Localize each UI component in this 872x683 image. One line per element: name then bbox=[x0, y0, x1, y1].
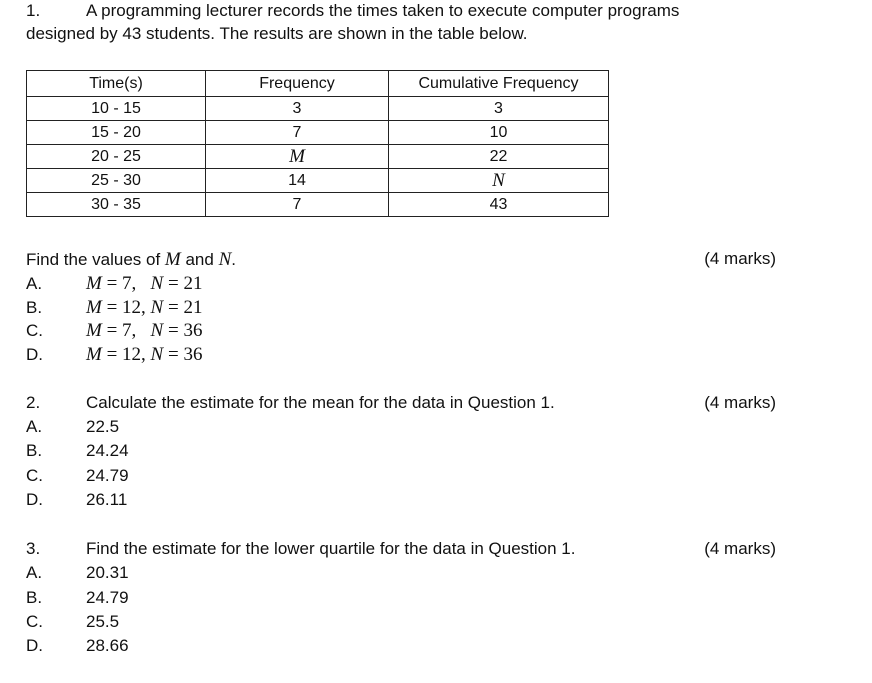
option-letter: B. bbox=[26, 298, 43, 317]
option-value: 20.31 bbox=[86, 563, 129, 582]
variable-m: M bbox=[164, 249, 181, 270]
question-2-option-a[interactable] bbox=[26, 417, 119, 437]
option-value: 24.79 bbox=[86, 466, 129, 485]
question-1-marks: (4 marks) bbox=[704, 249, 776, 268]
option-value: M = 7, N = 36 bbox=[86, 320, 203, 341]
table-row bbox=[27, 169, 609, 193]
header-cumulative-frequency: Cumulative Frequency bbox=[389, 71, 609, 97]
option-letter: C. bbox=[26, 612, 43, 631]
option-value: 22.5 bbox=[86, 417, 120, 436]
option-value: 28.66 bbox=[86, 636, 129, 655]
option-letter: C. bbox=[26, 321, 43, 340]
cell-frequency: 7 bbox=[206, 193, 389, 217]
table-row bbox=[27, 145, 609, 169]
question-2-text: Calculate the estimate for the mean for the data in Question 1. bbox=[86, 393, 555, 412]
question-3-prompt bbox=[26, 539, 576, 559]
option-value: 26.11 bbox=[86, 490, 128, 509]
question-3-option-d[interactable] bbox=[26, 636, 129, 656]
question-2-option-b[interactable] bbox=[26, 441, 129, 461]
cell-time: 25 - 30 bbox=[27, 169, 206, 193]
prompt-text: Find the values of bbox=[26, 250, 165, 269]
question-3-option-c[interactable] bbox=[26, 612, 119, 632]
cell-frequency-m: M bbox=[206, 145, 389, 169]
cell-cumulative: 43 bbox=[389, 193, 609, 217]
question-1-option-d[interactable] bbox=[26, 344, 202, 366]
cell-cumulative-n: N bbox=[389, 169, 609, 193]
question-1-option-c[interactable] bbox=[26, 320, 202, 342]
option-value: 24.79 bbox=[86, 588, 129, 607]
option-letter: C. bbox=[26, 466, 43, 485]
option-value: 25.5 bbox=[86, 612, 120, 631]
option-letter: D. bbox=[26, 345, 43, 364]
variable-n: N bbox=[218, 249, 232, 270]
question-1-prompt bbox=[26, 249, 236, 271]
option-value: M = 7, N = 21 bbox=[86, 273, 203, 294]
option-letter: A. bbox=[26, 563, 43, 582]
option-value: M = 12, N = 36 bbox=[86, 344, 203, 365]
option-value: M = 12, N = 21 bbox=[86, 297, 203, 318]
cell-cumulative: 22 bbox=[389, 145, 609, 169]
option-value: 24.24 bbox=[86, 441, 129, 460]
cell-cumulative: 3 bbox=[389, 97, 609, 121]
frequency-table bbox=[26, 70, 609, 217]
cell-frequency: 3 bbox=[206, 97, 389, 121]
option-letter: D. bbox=[26, 636, 43, 655]
cell-cumulative: 10 bbox=[389, 121, 609, 145]
cell-time: 15 - 20 bbox=[27, 121, 206, 145]
question-1-number: 1. bbox=[26, 1, 41, 20]
cell-frequency: 14 bbox=[206, 169, 389, 193]
question-1-intro-line-2: designed by 43 students. The results are shown in the table below. bbox=[26, 24, 528, 43]
header-time: Time(s) bbox=[27, 71, 206, 97]
option-letter: B. bbox=[26, 588, 43, 607]
option-letter: A. bbox=[26, 417, 43, 436]
option-letter: B. bbox=[26, 441, 43, 460]
question-3-option-a[interactable] bbox=[26, 563, 129, 583]
question-2-option-c[interactable] bbox=[26, 466, 129, 486]
question-2-number: 2. bbox=[26, 393, 41, 412]
question-1-intro bbox=[26, 0, 679, 22]
cell-frequency: 7 bbox=[206, 121, 389, 145]
question-1-intro-line-1: A programming lecturer records the times taken to execute computer programs bbox=[86, 1, 680, 20]
header-frequency: Frequency bbox=[206, 71, 389, 97]
question-3-marks: (4 marks) bbox=[704, 539, 776, 558]
question-2-marks: (4 marks) bbox=[704, 393, 776, 412]
table-row bbox=[27, 121, 609, 145]
prompt-text: . bbox=[231, 250, 236, 269]
question-3-number: 3. bbox=[26, 539, 41, 558]
prompt-text: and bbox=[180, 250, 219, 269]
question-2-prompt bbox=[26, 393, 555, 413]
option-letter: A. bbox=[26, 274, 43, 293]
option-letter: D. bbox=[26, 490, 43, 509]
question-2-option-d[interactable] bbox=[26, 490, 127, 510]
table-row bbox=[27, 193, 609, 217]
table-header-row bbox=[27, 71, 609, 97]
cell-time: 30 - 35 bbox=[27, 193, 206, 217]
cell-time: 20 - 25 bbox=[27, 145, 206, 169]
question-3-text: Find the estimate for the lower quartile for the data in Question 1. bbox=[86, 539, 576, 558]
question-1-option-b[interactable] bbox=[26, 297, 202, 319]
question-3-option-b[interactable] bbox=[26, 588, 129, 608]
question-1-option-a[interactable] bbox=[26, 273, 202, 295]
cell-time: 10 - 15 bbox=[27, 97, 206, 121]
table-row bbox=[27, 97, 609, 121]
